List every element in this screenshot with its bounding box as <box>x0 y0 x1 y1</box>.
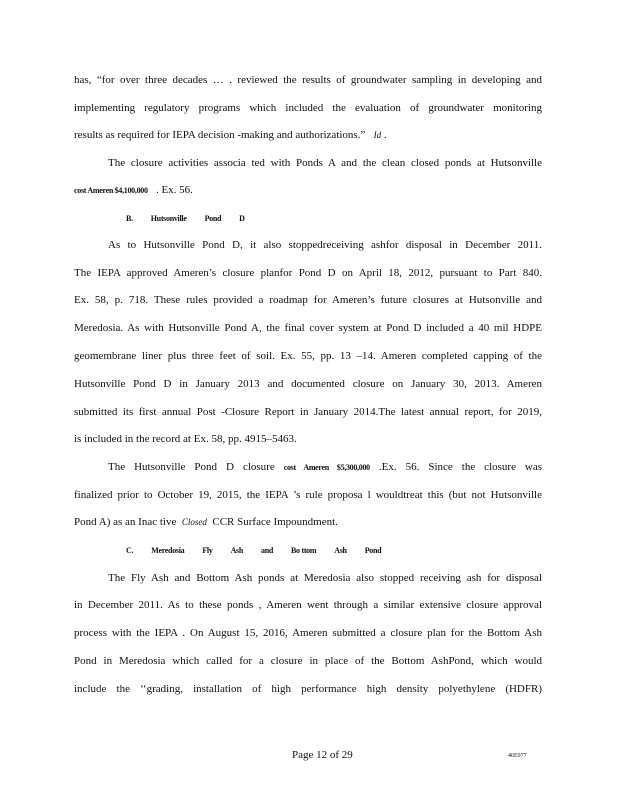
section-heading-b: B. Hutsonville Pond D <box>126 214 245 223</box>
text-line: in December 2011. As to these ponds , Ameren went through a similar extensive closure approval <box>74 599 542 611</box>
text-line: submitted its first annual Post -Closure Report in January 2014.The latest annual report, for 2019, <box>74 406 542 418</box>
citation-id: Id <box>373 130 382 140</box>
text-line: Meredosia. As with Hutsonville Pond A, the final cover system at Pond D included a 40 mil HDPE <box>74 322 542 334</box>
text-fragment: Pond A) as an Inac tive <box>74 516 177 528</box>
text-line <box>74 128 542 142</box>
text-line: is included in the record at Ex. 58, pp. 4915–5463. <box>74 433 297 445</box>
text-fragment: .Ex. 56. Since the closure was <box>378 461 543 473</box>
text-line: implementing regulatory programs which included the evaluation of groundwater monitoring <box>74 102 542 114</box>
text-fragment: . Ex. 56. <box>155 184 193 196</box>
text-line: Pond in Meredosia which called for a closure in place of the Bottom AshPond, which would <box>74 655 542 667</box>
text-fragment: CCR Surface Impoundment. <box>212 516 338 528</box>
text-line: geomembrane liner plus three feet of soil. Ex. 55, pp. 13 –14. Ameren completed capping of the <box>74 350 542 362</box>
cost-figure: cost Ameren $4,100,000 <box>74 186 148 195</box>
text-line: The Fly Ash and Bottom Ash ponds at Meredosia also stopped receiving ash for disposal <box>108 572 542 584</box>
text-line: The closure activities associa ted with Ponds A and the clean closed ponds at Hutsonville <box>108 157 542 169</box>
document-id: 46E977 <box>508 753 527 759</box>
text-line: finalized prior to October 19, 2015, the IEPA ’s rule proposa l wouldtreat this (but not Hutsonville <box>74 489 542 501</box>
cost-figure: cost Ameren $5,300,000 <box>283 463 370 472</box>
text-fragment: The Hutsonville Pond D closure <box>108 461 275 473</box>
text-line: has, “for over three decades … . reviewed the results of groundwater sampling in developing and <box>74 74 542 86</box>
text-line: The IEPA approved Ameren’s closure planfor Pond D on April 18, 2012, pursuant to Part 840. <box>74 267 542 279</box>
text-line: Ex. 58, p. 718. These rules provided a roadmap for Ameren’s future closures at Hutsonville and <box>74 294 542 306</box>
closed-term: Closed <box>181 517 207 527</box>
text-line: include the ‘‘grading, installation of high performance high density polyethylene (HDFR) <box>74 683 542 695</box>
text-line <box>74 515 542 529</box>
text-line <box>108 460 542 475</box>
text-line <box>74 183 542 198</box>
section-heading-c: C. Meredosia Fly Ash and Bo ttom Ash Pond <box>126 546 382 555</box>
text-line: As to Hutsonville Pond D, it also stoppedreceiving ashfor disposal in December 2011. <box>108 239 542 251</box>
text-line: Hutsonville Pond D in January 2013 and documented closure on January 30, 2013. Ameren <box>74 378 542 390</box>
text-fragment: . <box>383 129 387 141</box>
text-fragment: results as required for IEPA decision -making and authorizations.” <box>74 129 366 141</box>
page-number: Page 12 of 29 <box>292 749 353 761</box>
text-line: process with the IEPA . On August 15, 2016, Ameren submitted a closure plan for the Bottom Ash <box>74 627 542 639</box>
